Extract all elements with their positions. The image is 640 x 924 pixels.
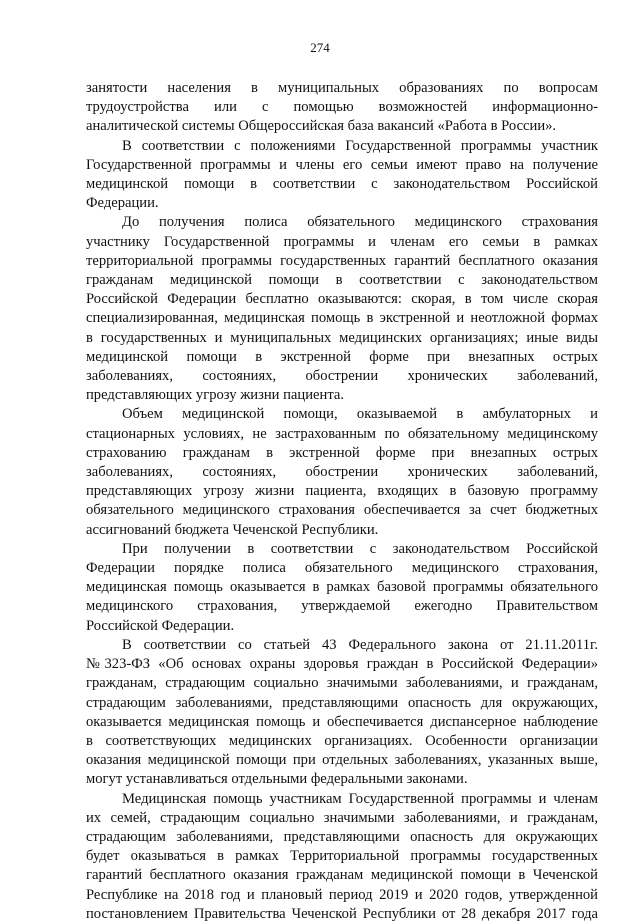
text-line: оказания медицинской помощи при отдельных заболеваниях, указанных выше, xyxy=(86,752,598,769)
text-line: Объем медицинской помощи, оказываемой в амбулаторных и xyxy=(122,406,598,423)
text-line: территориальной программы государственных гарантий бесплатного оказания xyxy=(86,252,598,269)
text-line: страдающим заболеваниями, представляющими опасность для окружающих, xyxy=(86,694,598,711)
text-line: представляющих угрозу жизни пациента. xyxy=(86,387,344,404)
text-line: гражданам, страдающим социально значимыми заболеваниями, и гражданам, xyxy=(86,675,598,692)
text-line: Государственной программы и члены его семьи имеют право на получение xyxy=(86,156,598,173)
text-line: Федерации порядке полиса обязательного медицинского страхования, xyxy=(86,560,598,577)
text-line: страдающим заболеваниями, представляющими опасность для окружающих xyxy=(86,828,598,845)
text-line: №323-ФЗ «Об основах охраны здоровья граждан в Российской Федерации» xyxy=(86,656,598,673)
text-line: участнику Государственной программы и членам его семьи в рамках xyxy=(86,233,598,250)
text-line: Российской Федерации. xyxy=(86,617,235,634)
text-line: заболеваниях, состояниях, обострении хронических заболеваний, xyxy=(86,464,598,481)
text-line: постановлением Правительства Чеченской Республики от 28 декабря 2017 года xyxy=(86,905,598,922)
text-line: При получении в соответствии с законодательством Российской xyxy=(122,540,598,557)
text-line: аналитической системы Общероссийская база вакансий «Работа в России». xyxy=(86,118,557,135)
text-line: В соответствии с положениями Государственной программы участник xyxy=(122,137,598,154)
text-line: их семей, страдающим социально значимыми заболеваниями, и гражданам, xyxy=(86,809,598,826)
text-line: в соответствующих медицинских организациях. Особенности организации xyxy=(86,732,598,749)
text-line: В соответствии со статьей 43 Федерального закона от 21.11.2011г. xyxy=(122,636,598,653)
page-number: 274 xyxy=(310,40,330,55)
text-line: могут устанавливаться отдельными федеральными законами. xyxy=(86,771,468,788)
text-line: специализированная, медицинская помощь в экстренной и неотложной формах xyxy=(86,310,598,327)
text-line: представляющих угрозу жизни пациента, входящих в базовую программу xyxy=(86,483,598,500)
text-line: обязательного медицинского страхования обеспечивается за счет бюджетных xyxy=(86,502,598,519)
text-line: До получения полиса обязательного медицинского страхования xyxy=(122,214,598,231)
text-line: Республике на 2018 год и плановый период 2019 и 2020 годов, утвержденной xyxy=(86,886,598,903)
text-line: Российской Федерации бесплатно оказываются: скорая, в том числе скорая xyxy=(86,291,598,308)
text-line: ассигнований бюджета Чеченской Республики. xyxy=(86,521,379,538)
text-line: гражданам медицинской помощи в соответствии с законодательством xyxy=(86,272,598,289)
text-line: медицинского страхования, утверждаемой ежегодно Правительством xyxy=(86,598,598,615)
text-line: Медицинская помощь участникам Государственной программы и членам xyxy=(122,790,598,807)
text-line: страхованию гражданам в экстренной форме при внезапных острых xyxy=(86,444,598,461)
text-line: будет оказываться в рамках Территориальной программы государственных xyxy=(86,848,598,865)
text-line: оказывается медицинская помощь и обеспечивается диспансерное наблюдение xyxy=(86,713,598,730)
document-body xyxy=(86,79,598,924)
text-line: трудоустройства или с помощью возможностей информационно- xyxy=(86,99,598,116)
text-line: занятости населения в муниципальных образованиях по вопросам xyxy=(86,80,598,96)
text-line: медицинской помощи в соответствии с законодательством Российской Федерации. xyxy=(86,176,598,212)
text-line: гарантий бесплатного оказания гражданам медицинской помощи в Чеченской xyxy=(86,867,598,884)
text-line: медицинской помощи в экстренной форме при внезапных острых xyxy=(86,348,598,365)
text-line: стационарных условиях, не застрахованным по обязательному медицинскому xyxy=(86,425,598,442)
text-line: заболеваниях, состояниях, обострении хронических заболеваний, xyxy=(86,368,598,385)
text-line: медицинская помощь оказывается в рамках базовой программы обязательного xyxy=(86,579,598,596)
text-line: в государственных и муниципальных медицинских организациях; иные виды xyxy=(86,329,598,346)
